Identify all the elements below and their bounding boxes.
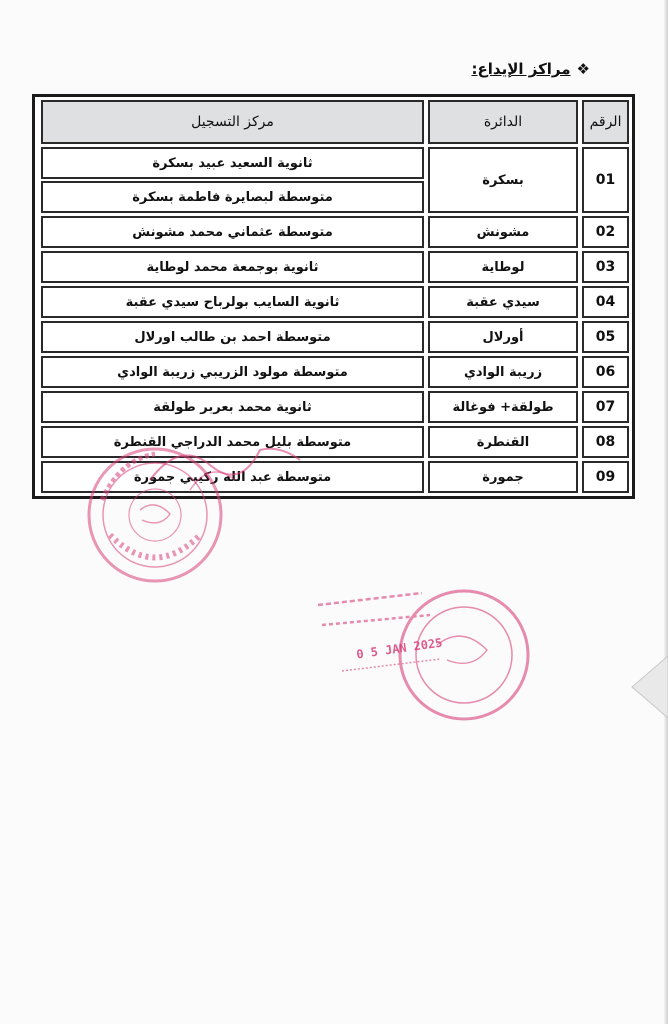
row-number: 03 — [582, 251, 629, 283]
row-center: ثانوية محمد بعربر طولقة — [41, 391, 424, 423]
header-center: مركز التسجيل — [41, 100, 424, 144]
diamond-bullet-icon: ❖ — [576, 59, 590, 78]
header-number: الرقم — [582, 100, 629, 144]
centers-table — [32, 94, 635, 499]
row-center: متوسطة لبصايرة فاطمة بسكرة — [41, 181, 424, 213]
row-district: أورلال — [428, 321, 578, 353]
page-fold — [630, 656, 668, 718]
date-stamp — [312, 585, 542, 725]
row-center: متوسطة احمد بن طالب اورلال — [41, 321, 424, 353]
stamp-date-text: 0 5 JAN 2025 — [355, 635, 444, 662]
row-district: طولقة+ فوغالة — [428, 391, 578, 423]
row-number: 05 — [582, 321, 629, 353]
row-center: متوسطة عبد الله ركيبي جمورة — [41, 461, 424, 493]
row-center: ثانوية السايب بولرباح سيدي عقبة — [41, 286, 424, 318]
row-number: 09 — [582, 461, 629, 493]
row-center: ثانوية بوجمعة محمد لوطاية — [41, 251, 424, 283]
row-center: ثانوية السعيد عبيد بسكرة — [41, 147, 424, 179]
section-title: مراكز الإيداع: — [471, 60, 571, 78]
row-number: 06 — [582, 356, 629, 388]
row-number: 02 — [582, 216, 629, 248]
row-center: متوسطة مولود الزريبي زريبة الوادي — [41, 356, 424, 388]
row-center: متوسطة بليل محمد الدراجي القنطرة — [41, 426, 424, 458]
page-edge — [664, 0, 668, 1024]
row-number: 04 — [582, 286, 629, 318]
row-center: متوسطة عثماني محمد مشونش — [41, 216, 424, 248]
row-district: جمورة — [428, 461, 578, 493]
row-number: 01 — [582, 147, 629, 213]
row-district: زريبة الوادي — [428, 356, 578, 388]
header-district: الدائرة — [428, 100, 578, 144]
row-district: لوطاية — [428, 251, 578, 283]
row-district: سيدي عقبة — [428, 286, 578, 318]
row-number: 08 — [582, 426, 629, 458]
row-district: مشونش — [428, 216, 578, 248]
signature-left — [140, 420, 310, 500]
section-heading — [472, 60, 590, 78]
row-district: القنطرة — [428, 426, 578, 458]
row-district: بسكرة — [428, 147, 578, 213]
row-number: 07 — [582, 391, 629, 423]
